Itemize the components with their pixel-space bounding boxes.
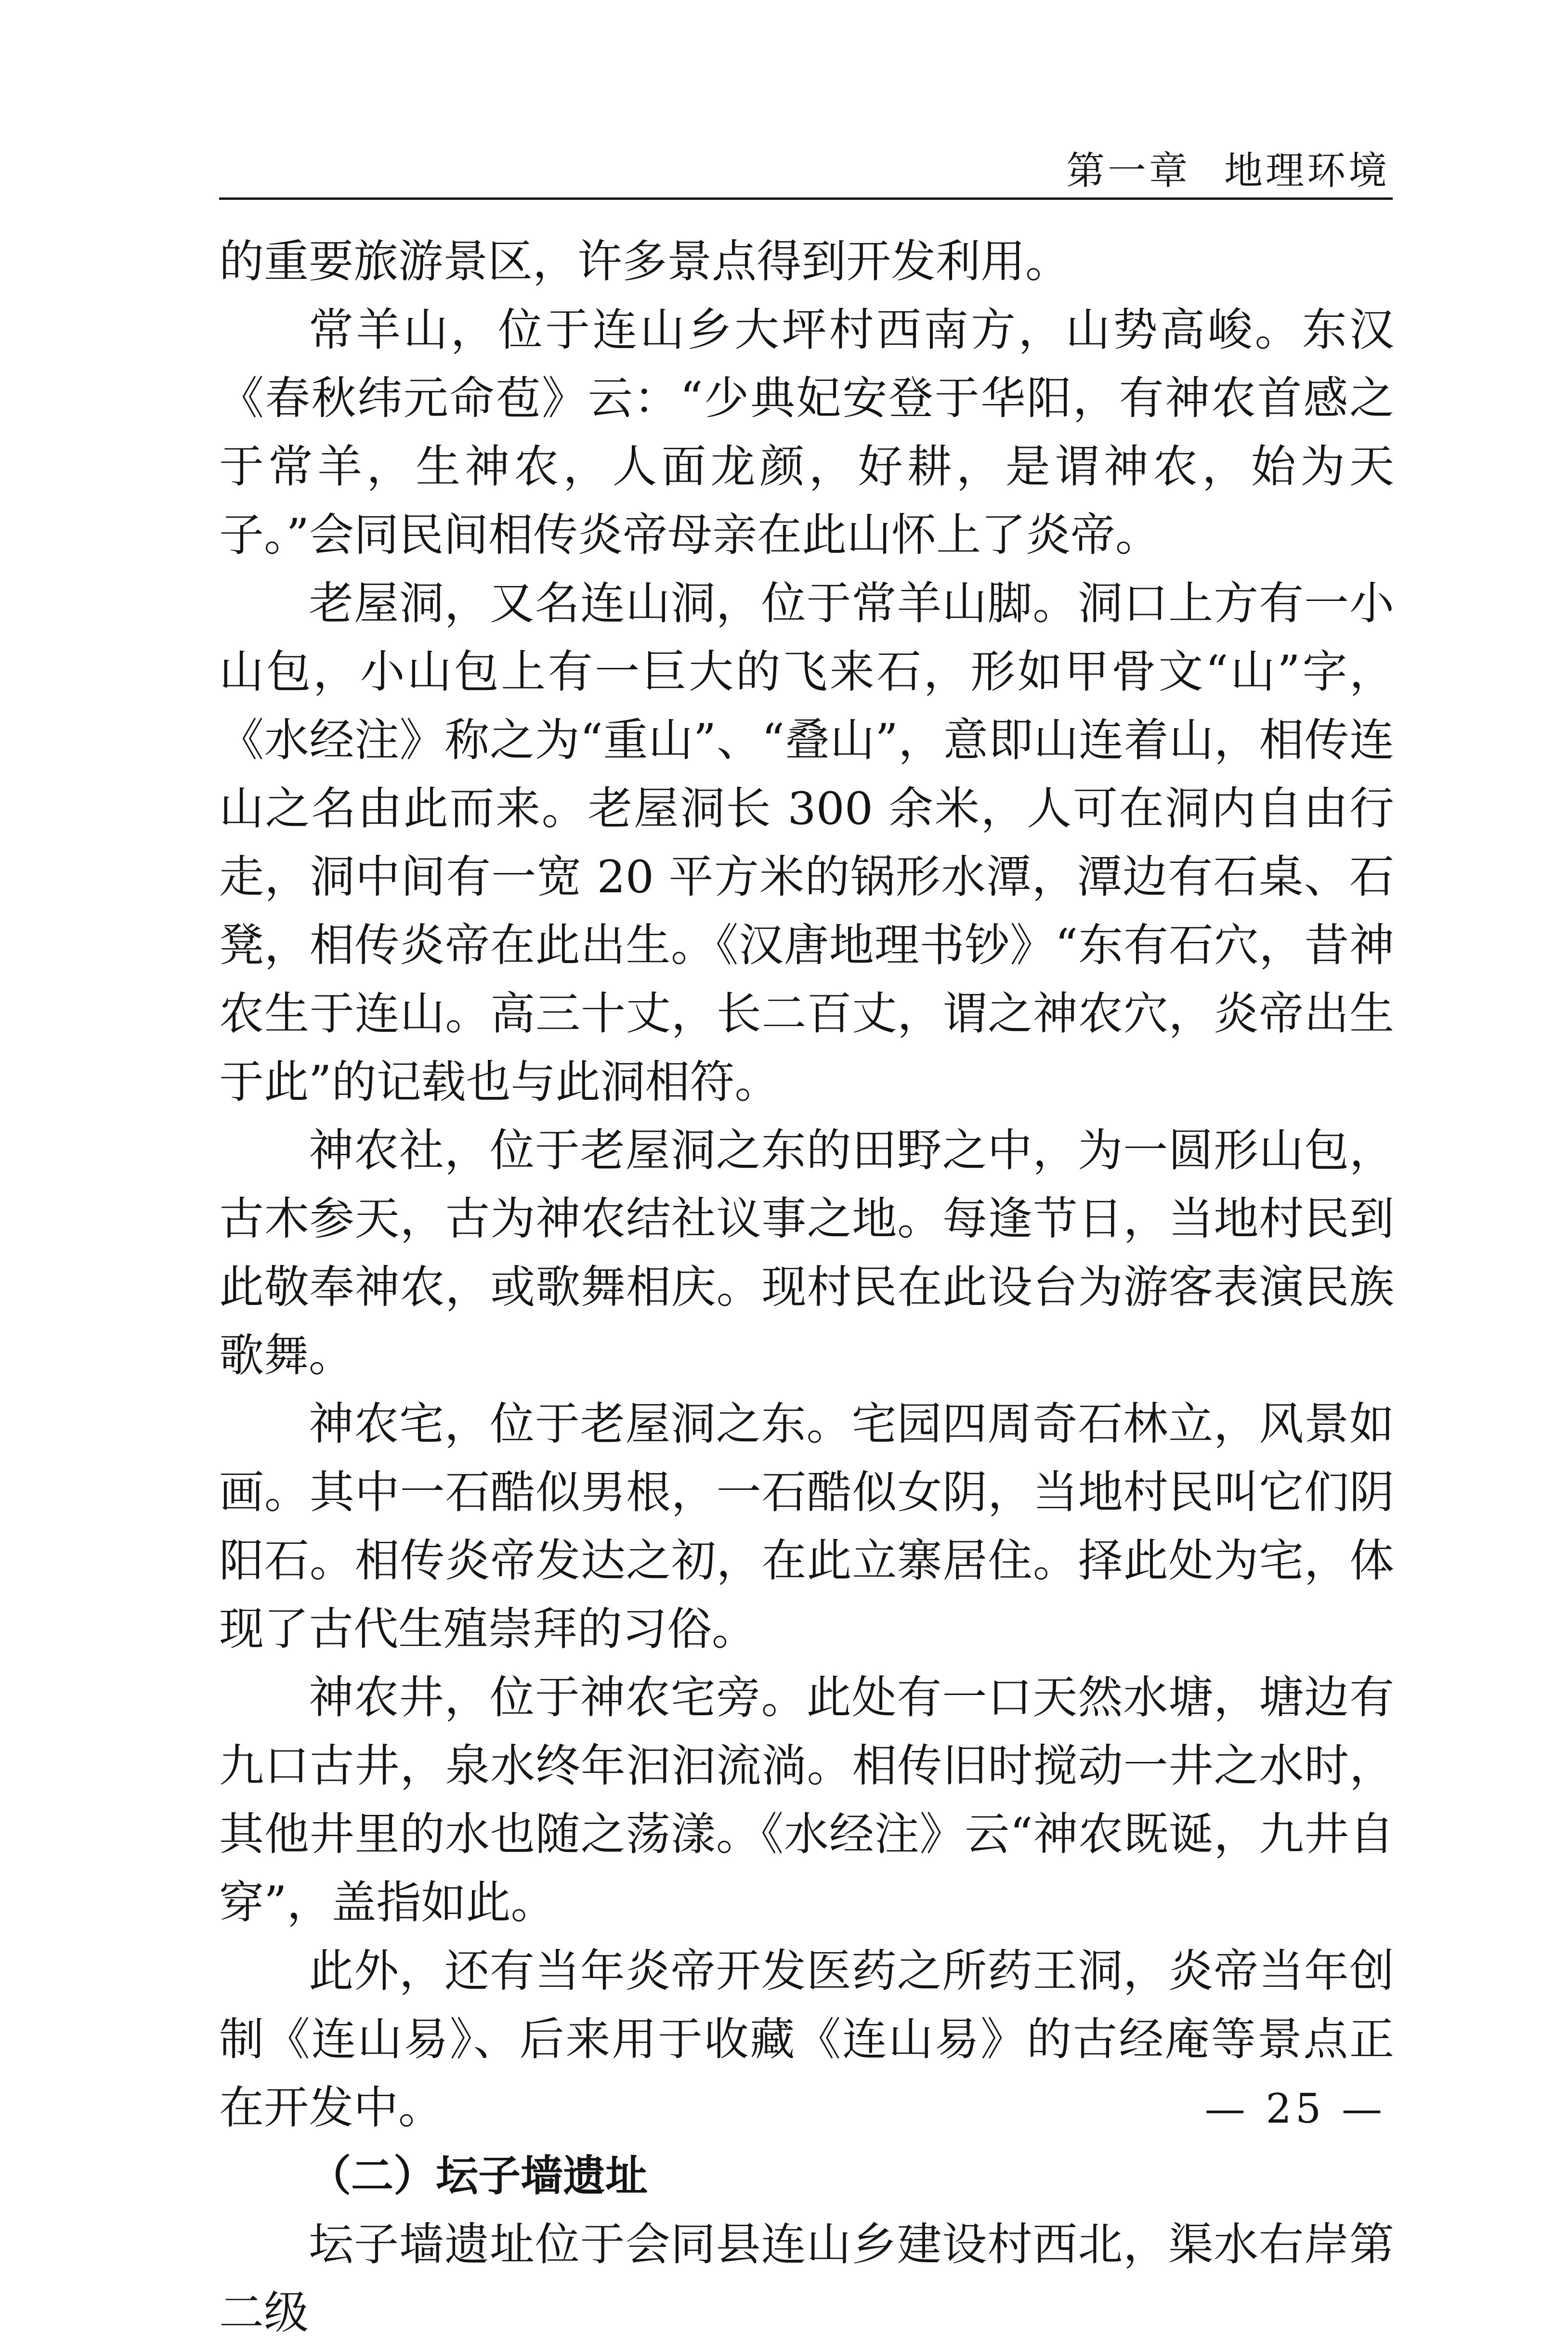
section-heading: （二）坛子墙遗址	[309, 2151, 648, 2201]
running-head	[1066, 140, 1390, 195]
paragraph-changyang-mountain: 常羊山，位于连山乡大坪村西南方，山势高峻。东汉《春秋纬元命苞》云：“少典妃安登于华阳，有神农首感之于常羊，生神农，人面龙颜，好耕，是谓神农，始为天子。”会同民间相传炎帝母亲在此山怀上了炎帝。	[219, 304, 1394, 561]
paragraph-other-sites: 此外，还有当年炎帝开发医药之所药王洞，炎帝当年创制《连山易》、后来用于收藏《连山易》的古经庵等景点正在开发中。	[219, 1945, 1394, 2134]
paragraph-tanziqiang-site: 坛子墙遗址位于会同县连山乡建设村西北，渠水右岸第二级	[219, 2218, 1394, 2339]
paragraph-shennong-residence: 神农宅，位于老屋洞之东。宅园四周奇石林立，风景如画。其中一石酷似男根，一石酷似女阴，当地村民叫它们阴阳石。相传炎帝发达之初，在此立寨居住。择此处为宅，体现了古代生殖崇拜的习俗。	[219, 1398, 1394, 1655]
paragraph-continuation: 的重要旅游景区，许多景点得到开发利用。	[219, 235, 1070, 287]
running-head-title: 地理环境	[1224, 148, 1390, 193]
header-rule	[219, 197, 1393, 200]
body-text	[219, 227, 1394, 2347]
paragraph-shennong-altar: 神农社，位于老屋洞之东的田野之中，为一圆形山包，古木参天，古为神农结社议事之地。每逢节日，当地村民到此敬奉神农，或歌舞相庆。现村民在此设台为游客表演民族歌舞。	[219, 1124, 1394, 1382]
running-head-chapter: 第一章	[1066, 148, 1190, 193]
paragraph-shennong-well: 神农井，位于神农宅旁。此处有一口天然水塘，塘边有九口古井，泉水终年汩汩流淌。相传旧时搅动一井之水时，其他井里的水也随之荡漾。《水经注》云“神农既诞，九井自穿”，盖指如此。	[219, 1671, 1394, 1929]
page-number: — 25 —	[1204, 2085, 1386, 2132]
paragraph-laowu-cave: 老屋洞，又名连山洞，位于常羊山脚。洞口上方有一小山包，小山包上有一巨大的飞来石，形如甲骨文“山”字，《水经注》称之为“重山”、“叠山”，意即山连着山，相传连山之名由此而来。老屋洞长 300 余米，人可在洞内自由行走，洞中间有一宽 20 平方米的锅形水潭，潭边有石桌、石凳，相传炎帝在此出生。《汉唐地理书钞》“东有石穴，昔神农生于连山。高三十丈，长二百丈，谓之神农穴，炎帝出生于此”的记载也与此洞相符。	[219, 577, 1394, 1108]
